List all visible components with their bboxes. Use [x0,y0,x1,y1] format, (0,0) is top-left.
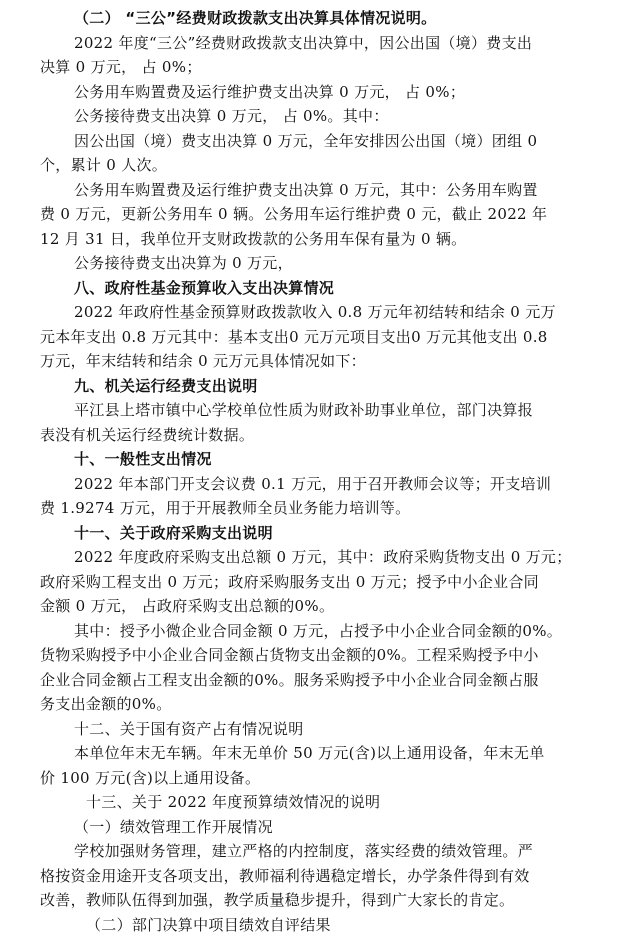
text-line: 12 月 31 日，我单位开支财政拨款的公务用车保有量为 0 辆。 [40,227,596,252]
text-line: 因公出国（境）费支出决算 0 万元，全年安排因公出国（境）团组 0 [40,129,596,154]
text-line: 金额 0 万元， 占政府采购支出总额的0%。 [40,594,596,619]
text-line: 公务用车购置费及运行维护费支出决算 0 万元， 占 0%； [40,80,596,105]
text-line: 个，累计 0 人次。 [40,153,596,178]
text-line: （二）部门决算中项目绩效自评结果 [40,913,596,937]
text-line: 政府采购工程支出 0 万元；政府采购服务支出 0 万元；授予中小企业合同 [40,570,596,595]
text-line: 2022 年本部门开支会议费 0.1 万元，用于召开教师会议等；开支培训 [40,472,596,497]
text-line: 十三、关于 2022 年度预算绩效情况的说明 [40,790,596,815]
text-line: 十、一般性支出情况 [40,447,596,472]
text-line: 2022 年度“三公”经费财政拨款支出决算中，因公出国（境）费支出 [40,31,596,56]
text-line: 万元，年末结转和结余 0 元万元具体情况如下： [40,349,596,374]
text-line: 改善，教师队伍得到加强，教学质量稳步提升，得到广大家长的肯定。 [40,888,596,913]
text-line: 价 100 万元(含)以上通用设备。 [40,766,596,791]
text-line: 公务接待费支出决算为 0 万元， [40,251,596,276]
text-line: 货物采购授予中小企业合同金额占货物支出金额的0%。工程采购授予中小 [40,643,596,668]
text-line: 表没有机关运行经费统计数据。 [40,423,596,448]
text-line: 十一、关于政府采购支出说明 [40,521,596,546]
text-line: 十二、关于国有资产占有情况说明 [40,717,596,742]
text-line: 企业合同金额占工程支出金额的0%。服务采购授予中小企业合同金额占服 [40,668,596,693]
text-line: 平江县上塔市镇中心学校单位性质为财政补助事业单位，部门决算报 [40,398,596,423]
text-line: （二） “三公”经费财政拨款支出决算具体情况说明。 [40,6,596,31]
text-line: 费 1.9274 万元，用于开展教师全员业务能力培训等。 [40,496,596,521]
text-line: 元本年支出 0.8 万元其中：基本支出0 元万元项目支出0 万元其他支出 0.8 [40,325,596,350]
text-line: 务支出金额的0%。 [40,692,596,717]
text-line: 八、政府性基金预算收入支出决算情况 [40,276,596,301]
text-line: 学校加强财务管理，建立严格的内控制度，落实经费的绩效管理。严 [40,839,596,864]
text-line: 公务用车购置费及运行维护费支出决算 0 万元，其中：公务用车购置 [40,178,596,203]
text-line: 其中：授予小微企业合同金额 0 万元，占授予中小企业合同金额的0%。 [40,619,596,644]
text-line: 公务接待费支出决算 0 万元， 占 0%。其中： [40,104,596,129]
text-line: 本单位年末无车辆。年末无单价 50 万元(含)以上通用设备，年末无单 [40,741,596,766]
text-line: 费 0 万元，更新公务用车 0 辆。公务用车运行维护费 0 元，截止 2022 年 [40,202,596,227]
text-line: （一）绩效管理工作开展情况 [40,815,596,840]
text-line: 决算 0 万元， 占 0%； [40,55,596,80]
text-line: 2022 年度政府采购支出总额 0 万元，其中：政府采购货物支出 0 万元； [40,545,596,570]
text-line: 2022 年政府性基金预算财政拨款收入 0.8 万元年初结转和结余 0 元万 [40,300,596,325]
text-line: 九、机关运行经费支出说明 [40,374,596,399]
text-line: 格按资金用途开支各项支出，教师福利待遇稳定增长，办学条件得到有效 [40,864,596,889]
